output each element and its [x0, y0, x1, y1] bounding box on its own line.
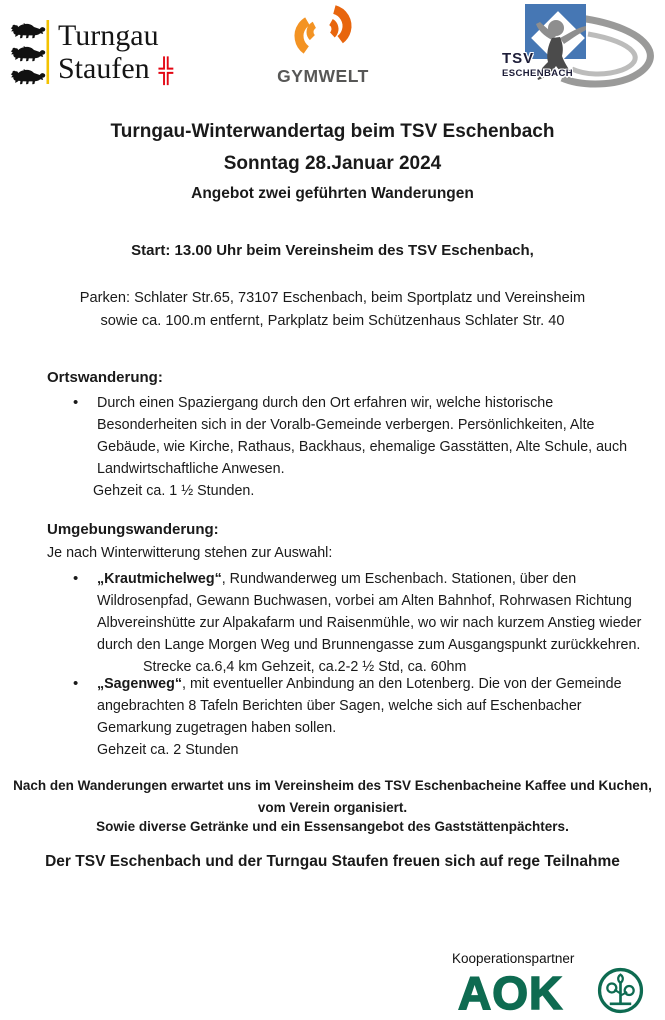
- parking-info-line2: sowie ca. 100.m entfernt, Parkplatz beim Schützenhaus Schlater Str. 40: [100, 313, 565, 329]
- route-line: angebrachten 8 Tafeln Berichten über Sagen, welche sich auf Eschenbacher: [97, 698, 582, 714]
- closing-line: vom Verein organisiert.: [257, 800, 408, 815]
- route-details: Strecke ca.6,4 km Gehzeit, ca.2-2 ½ Std, ca. 60hm: [143, 659, 467, 675]
- ortswanderung-line: Landwirtschaftliche Anwesen.: [97, 461, 285, 477]
- tsv-wordmark-line1: TSV: [502, 50, 535, 67]
- ortswanderung-duration: Gehzeit ca. 1 ½ Stunden.: [93, 483, 255, 499]
- turngau-wordmark-line1: Turngau: [58, 19, 159, 52]
- route-line: Gemarkung zugetragen haben sollen.: [97, 720, 337, 736]
- tsv-wordmark-line2: ESCHENBACH: [502, 68, 574, 79]
- turner-cross-icon: ╬: [158, 57, 174, 85]
- cooperation-partner-label: Kooperationspartner: [452, 951, 575, 966]
- ortswanderung-text: [93, 392, 665, 502]
- tsv-logo-text: [502, 52, 573, 80]
- ortswanderung-heading: Ortswanderung:: [47, 369, 163, 386]
- route-krautmichelweg: [0, 568, 665, 678]
- closing-line: Nach den Wanderungen erwartet uns im Vereinsheim des TSV Eschenbacheine Kaffee und Kuchen,: [13, 778, 652, 793]
- route-line-rest: , mit eventueller Anbindung an den Lotenberg. Die von der Gemeinde: [182, 676, 622, 692]
- turngau-divider-bar: [47, 20, 50, 84]
- route-name: „Sagenweg“: [97, 676, 183, 692]
- ortswanderung-bullet: [0, 392, 665, 502]
- route-details: Gehzeit ca. 2 Stunden: [97, 742, 239, 758]
- aok-tree-icon: [597, 967, 644, 1014]
- parking-info: [0, 287, 665, 333]
- closing-drinks-line: Sowie diverse Getränke und ein Essensangebot des Gaststättenpächters.: [96, 819, 569, 834]
- route-text: [97, 673, 665, 761]
- aok-wordmark: AOK: [458, 967, 564, 1019]
- page-title-date: Sonntag 28.Januar 2024: [223, 153, 442, 174]
- route-text: [97, 568, 665, 678]
- route-line: [97, 673, 665, 695]
- turngau-wordmark-staufen: Staufen: [58, 52, 150, 85]
- route-line: durch den Lange Morgen Weg und Brunnengasse zum Ausgangspunkt zurückkehren.: [97, 637, 641, 653]
- route-sagenweg: [0, 673, 665, 761]
- route-line: [97, 568, 665, 590]
- ortswanderung-line: Gebäude, wie Kirche, Rathaus, Backhaus, ehemalige Gasstätten, Alte Schule, auch: [97, 439, 628, 455]
- gymwelt-wordmark: GYMWELT: [277, 66, 369, 86]
- turngau-wordmark-line2: [58, 52, 173, 88]
- ortswanderung-line: • Durch einen Spaziergang durch den Ort erfahren wir, welche historische: [97, 395, 554, 411]
- route-line: Wildrosenpfad, Gewann Buchwasen, vorbei am Alten Bahnhof, Rohrwasen Richtung: [97, 593, 632, 609]
- page-title-line1: Turngau-Winterwandertag beim TSV Eschenbach: [110, 121, 555, 142]
- route-line: Albvereinshütte zur Alpakafarm und Raisenmühle, wo wir nach kurzem Anstieg wieder: [97, 615, 642, 631]
- closing-welcome-line: Der TSV Eschenbach und der Turngau Staufen freuen sich auf rege Teilnahme: [45, 853, 620, 870]
- ortswanderung-line: Besonderheiten sich in der Voralb-Gemeinde verbergen. Persönlichkeiten, Alte: [97, 417, 595, 433]
- turngau-lions-icon: [11, 23, 45, 84]
- route-name: „Krautmichelweg“: [97, 571, 222, 587]
- umgebungswanderung-intro: Je nach Winterwitterung stehen zur Auswahl:: [47, 545, 333, 561]
- closing-paragraph: [7, 775, 658, 819]
- gymwelt-flame-icon: [292, 5, 350, 59]
- turngau-logo-text: [58, 19, 173, 88]
- umgebungswanderung-heading: Umgebungswanderung:: [47, 521, 219, 538]
- route-line-rest: , Rundwanderweg um Eschenbach. Stationen, über den: [221, 571, 577, 587]
- start-info: Start: 13.00 Uhr beim Vereinsheim des TSV Eschenbach,: [131, 242, 534, 259]
- page-title-subtitle: Angebot zwei geführten Wanderungen: [191, 185, 474, 202]
- parking-info-line1: Parken: Schlater Str.65, 73107 Eschenbach, beim Sportplatz und Vereinsheim: [79, 290, 586, 306]
